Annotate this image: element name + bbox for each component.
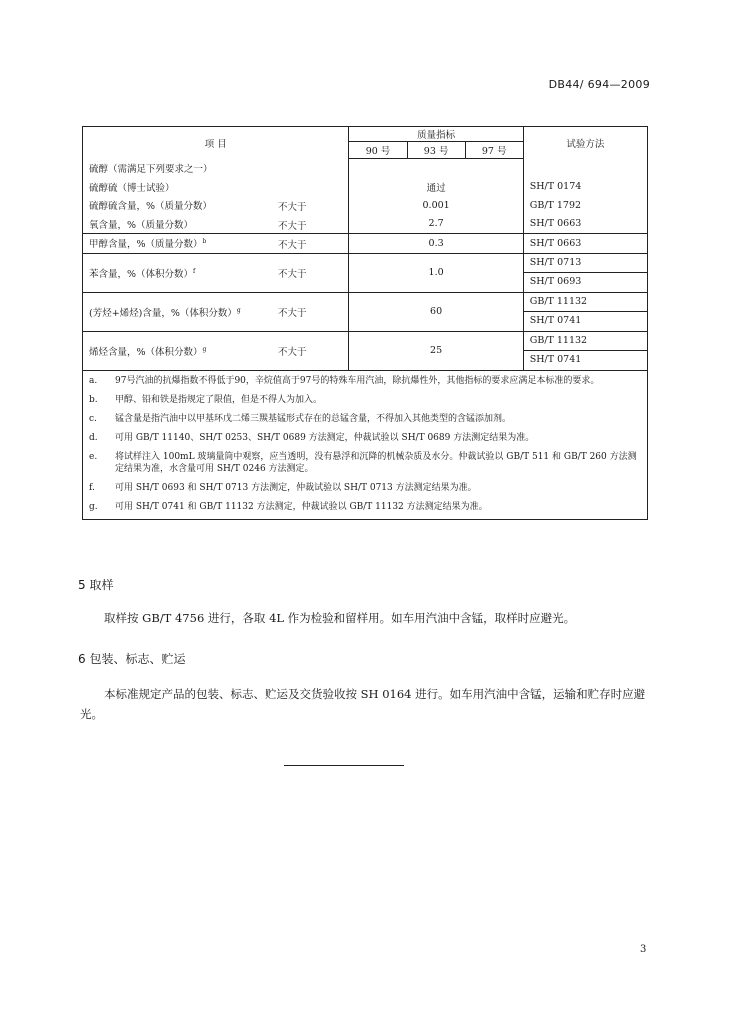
table-row-value: 25: [349, 331, 523, 370]
footnote: [89, 375, 641, 387]
table-row-item: [83, 331, 349, 370]
row-prefix: 硫醇硫（: [89, 182, 128, 194]
row-item-name: (芳烃+烯烃)含量，%（体积分数）: [89, 307, 237, 319]
section-body-packaging: 本标准规定产品的包装、标志、贮运及交货验收按 SH 0164 进行。如车用汽油中含锰，运输和贮存时应避光。: [80, 687, 646, 721]
document-code: DB44/ 694—2009: [548, 78, 650, 91]
table-row-item: [83, 292, 349, 331]
row-limit: 不大于: [277, 220, 307, 232]
footnote-letter: e.: [89, 451, 98, 462]
table-row-method: [523, 292, 647, 331]
section-title-sampling: 5 取样: [78, 578, 114, 592]
method-line: SH/T 0693: [524, 272, 647, 292]
row-limit: 不大于: [277, 346, 307, 358]
footnote-text: 97号汽油的抗爆指数不得低于90，辛烷值高于97号的特殊车用汽油，除抗爆性外，其他指标的要求应满足本标准的要求。: [115, 375, 600, 386]
table-row-value: 2.7: [349, 215, 523, 234]
table-row-method: SH/T 0663: [523, 234, 647, 254]
row-footnote-mark: g: [236, 306, 241, 314]
method-line: GB/T 11132: [529, 295, 588, 307]
footnote: [89, 501, 641, 513]
row-footnote-mark: b: [202, 238, 207, 246]
footnote-letter: c.: [89, 413, 97, 424]
row-item-name: 博士试验: [127, 182, 166, 194]
footnote-text: 将试样注入 100mL 玻璃量筒中观察，应当透明，没有悬浮和沉降的机械杂质及水分。仲裁试验以 GB/T 511 和 GB/T 260 方法测定结果为准，水含量可用 SH/T 0246 方法测定。: [115, 451, 637, 474]
quality-spec-table: [82, 126, 648, 520]
footnote-text: 甲醇、铅和铁是指规定了限值，但是不得人为加入。: [115, 394, 323, 405]
section-title-packaging: 6 包装、标志、贮运: [78, 652, 186, 666]
row-limit: 不大于: [277, 202, 307, 213]
table-row-value: 60: [349, 292, 523, 331]
footnote-text: 可用 SH/T 0693 和 SH/T 0713 方法测定，仲裁试验以 SH/T 0713 方法测定结果为准。: [115, 482, 477, 493]
page-number: 3: [640, 944, 647, 955]
footnote-letter: f.: [89, 482, 95, 493]
table-footnotes: [83, 370, 648, 519]
grade-90: 90 号: [349, 142, 407, 159]
table-row-item: [83, 178, 349, 197]
footnote-text: 锰含量是指汽油中以甲基环戊二烯三羰基锰形式存在的总锰含量，不得加入其他类型的含锰添加剂。: [115, 413, 512, 424]
row-item-name: 甲醇含量，%（质量分数）: [89, 239, 203, 251]
method-line: SH/T 0741: [524, 311, 647, 331]
table-row-method: SH/T 0663: [523, 215, 647, 234]
row-limit: 不大于: [277, 268, 307, 280]
table-row-item: [83, 253, 349, 292]
header-item: 项 目: [83, 127, 349, 159]
table-row-item: [83, 215, 349, 234]
table-row-value: 1.0: [349, 253, 523, 292]
footnote-letter: a.: [89, 375, 98, 386]
end-rule: [284, 765, 404, 766]
table-row-method: [523, 331, 647, 370]
sulfur-title-value: [349, 159, 523, 178]
row-item-name: 苯含量，%（体积分数）: [89, 268, 194, 280]
row-limit: 不大于: [277, 307, 307, 319]
sulfur-title: 硫醇（需满足下列要求之一）: [83, 159, 349, 178]
section-body-sampling: 取样按 GB/T 4756 进行，各取 4L 作为检验和留样用。如车用汽油中含锰，取样时应避光。: [104, 611, 576, 625]
footnote-letter: d.: [89, 432, 98, 443]
table-row-value: 0.001: [349, 196, 523, 215]
method-line: GB/T 11132: [529, 334, 588, 346]
header-method: 试验方法: [523, 127, 647, 159]
footnote-text: 可用 SH/T 0741 和 GB/T 11132 方法测定，仲裁试验以 GB/T 11132 方法测定结果为准。: [115, 501, 488, 512]
footnote: [89, 482, 641, 494]
grade-97: 97 号: [465, 142, 523, 159]
table-row-item: [83, 196, 349, 215]
table-row-method: [523, 253, 647, 292]
table-row-method: SH/T 0174: [523, 178, 647, 197]
row-item-name: 硫醇硫含量，%（质量分数）: [89, 201, 213, 213]
footnote: [89, 432, 641, 444]
footnote: [89, 451, 641, 475]
row-item-name: 氧含量，%（质量分数）: [89, 219, 194, 231]
method-line: SH/T 0741: [524, 350, 647, 370]
footnote-letter: b.: [89, 394, 98, 405]
table-row-item: [83, 234, 349, 254]
row-footnote-mark: g: [202, 345, 207, 353]
sulfur-title-method: [523, 159, 647, 178]
method-line: SH/T 0713: [529, 256, 582, 268]
row-footnote-mark: f: [193, 267, 196, 275]
grade-93: 93 号: [407, 142, 465, 159]
table-row-value: 通过: [349, 178, 523, 197]
row-limit: 不大于: [277, 240, 307, 251]
row-suffix: ）: [165, 182, 175, 194]
footnote: [89, 413, 641, 425]
row-item-name: 烯烃含量，%（体积分数）: [89, 346, 203, 358]
footnote: [89, 394, 641, 406]
footnote-letter: g.: [89, 501, 98, 512]
table-row-value: 0.3: [349, 234, 523, 254]
footnote-text: 可用 GB/T 11140、SH/T 0253、SH/T 0689 方法测定，仲裁试验以 SH/T 0689 方法测定结果为准。: [115, 432, 535, 443]
table-row-method: GB/T 1792: [523, 196, 647, 215]
header-quality: 质量指标: [349, 127, 523, 142]
